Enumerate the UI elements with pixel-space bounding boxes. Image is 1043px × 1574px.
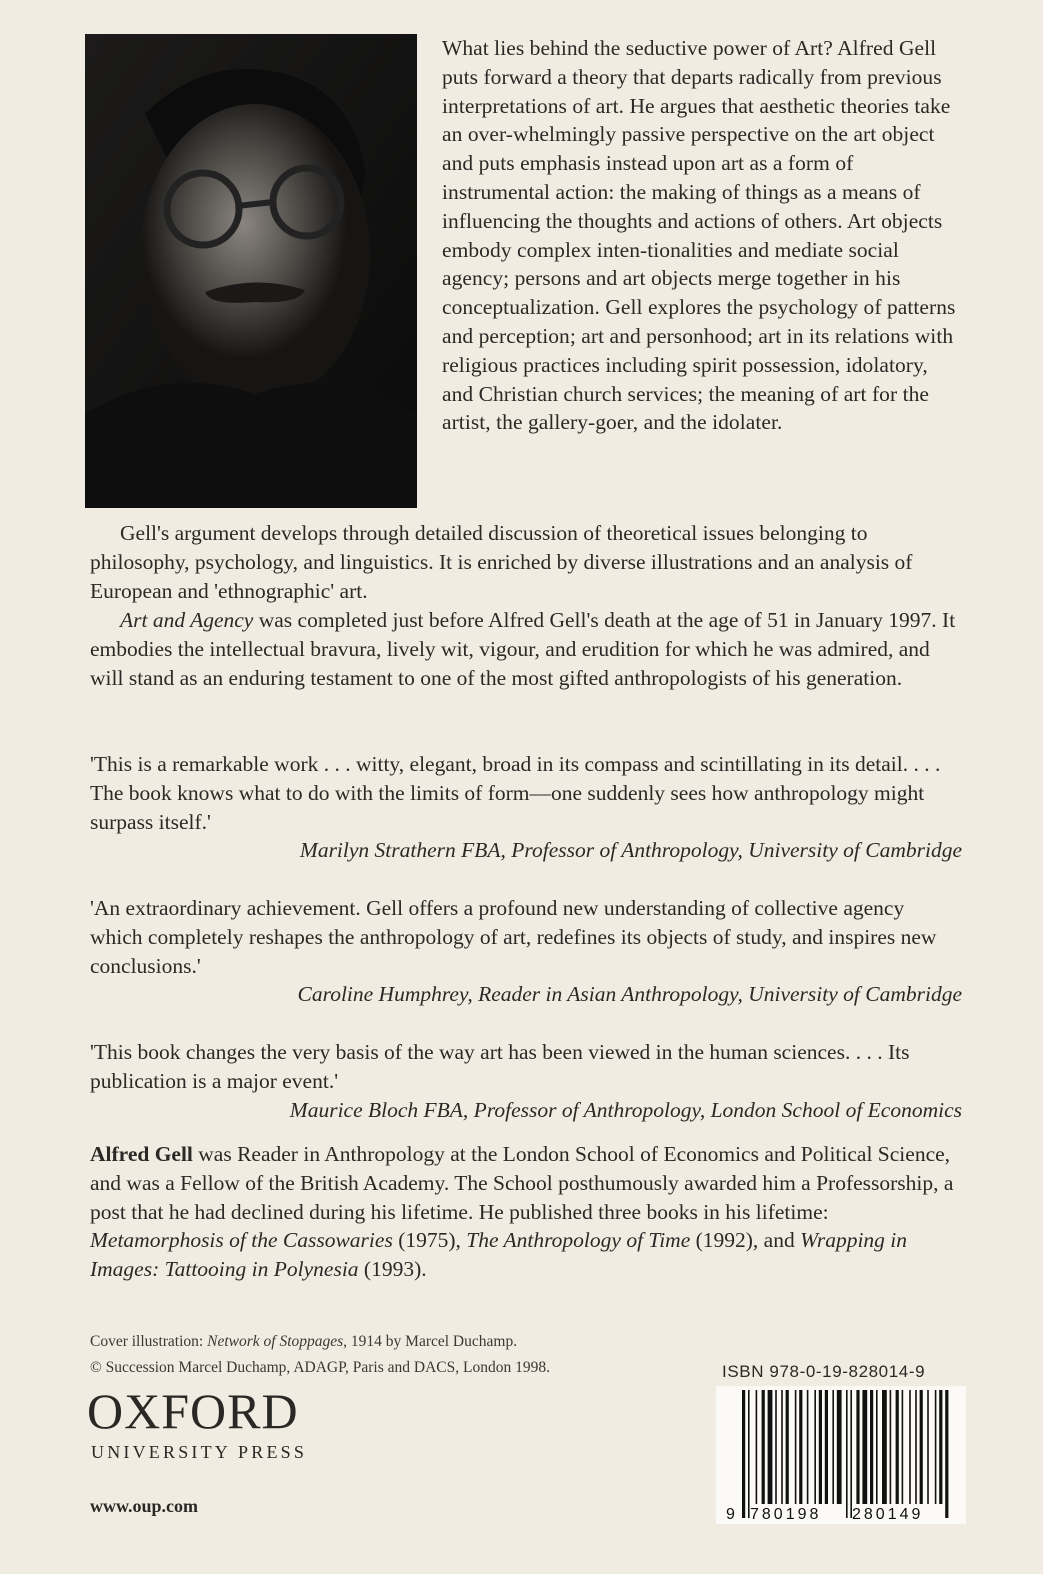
book-title: The Anthropology of Time xyxy=(466,1228,691,1253)
quote-text: 'This book changes the very basis of the way art has been viewed in the human sciences. . . . Its publication is a major event.' xyxy=(90,1040,910,1093)
legacy-paragraph xyxy=(90,606,962,692)
barcode-bar xyxy=(768,1390,773,1504)
barcode-bar xyxy=(742,1390,745,1518)
barcode-digits-right: 280149 xyxy=(852,1506,924,1523)
barcode-bar xyxy=(748,1390,750,1518)
quote-text: 'An extraordinary achievement. Gell offers a profound new understanding of collective agency which completely reshapes the anthropology of art, redefines its objects of study, and inspires new conclusions.' xyxy=(90,896,937,978)
author-photo xyxy=(85,34,417,508)
argument-paragraph: Gell's argument develops through detailed discussion of theoretical issues belonging to philosophy, psychology, and linguistics. It is enriched by diverse illustrations and an analysis of European and 'ethnographic' art. xyxy=(90,521,913,603)
credit-label: Cover illustration: xyxy=(90,1333,208,1350)
book-year: (1993). xyxy=(358,1257,427,1282)
barcode-bar xyxy=(896,1390,899,1504)
credit-rest: , 1914 by Marcel Duchamp. xyxy=(343,1333,518,1350)
book-year: (1992), and xyxy=(690,1228,801,1253)
barcode-bar xyxy=(832,1390,834,1504)
barcode-bar xyxy=(862,1390,867,1504)
barcode-bar xyxy=(856,1390,859,1504)
barcode-bar xyxy=(825,1390,828,1504)
barcode-bar xyxy=(762,1390,765,1504)
book-year: (1975), xyxy=(392,1228,467,1253)
quote-attribution: Caroline Humphrey, Reader in Asian Anthropology, University of Cambridge xyxy=(297,982,962,1007)
book-title: Metamorphosis of the Cassowaries xyxy=(90,1228,393,1253)
author-name: Alfred Gell xyxy=(90,1142,193,1166)
barcode-bar xyxy=(819,1390,822,1504)
barcode-bar xyxy=(945,1390,948,1518)
quote-attribution: Maurice Bloch FBA, Professor of Anthropology, London School of Economics xyxy=(289,1097,962,1122)
barcode-bar xyxy=(837,1390,842,1504)
isbn-barcode xyxy=(716,1386,966,1524)
barcode-bar xyxy=(902,1390,904,1504)
barcode-bar xyxy=(781,1390,783,1504)
review-quote-2 xyxy=(90,894,962,1009)
barcode-bar xyxy=(909,1390,911,1504)
quote-attribution: Marilyn Strathern FBA, Professor of Anthropology, University of Cambridge xyxy=(299,838,962,863)
barcode-bar xyxy=(850,1390,852,1518)
barcode-bar xyxy=(915,1390,917,1504)
barcode-digits-left: 780198 xyxy=(750,1506,822,1523)
barcode-bar xyxy=(920,1390,923,1504)
review-quote-1 xyxy=(90,750,962,865)
barcode-bar xyxy=(786,1390,789,1504)
legacy-text: was completed just before Alfred Gell's death at the age of 51 in January 1997. It embodies the intellectual bravura, lively wit, vigour, and erudition for which he was admired, and will stand as an enduring testament to one of the most gifted anthropologists of his generation. xyxy=(90,608,956,690)
copyright-notice: © Succession Marcel Duchamp, ADAGP, Paris and DACS, London 1998. xyxy=(90,1359,550,1376)
intro-paragraph: What lies behind the seductive power of Art? Alfred Gell puts forward a theory that departs radically from previous interpretations of art. He argues that aesthetic theories take an over-whelmingly passive perspective on the art object and puts emphasis instead upon art as a form of instrumental action: the making of things as a means of influencing the thoughts and actions of others. Art objects embody complex inten-tionalities and mediate social agency; persons and art objects merge together in his conceptualization. Gell explores the psychology of patterns and perception; art and personhood; art in its relations with religious practices including spirit possession, idolatory, and Christian church services; the meaning of art for the artist, the gallery-goer, and the idolater. xyxy=(442,36,956,435)
author-bio xyxy=(90,1140,962,1284)
quote-text: 'This is a remarkable work . . . witty, elegant, broad in its compass and scintillating in its detail. . . . The book knows what to do with the limits of form—one suddenly sees how anthropology might surpass itself.' xyxy=(90,752,941,834)
barcode-bar xyxy=(876,1390,878,1504)
barcode-digit-first: 9 xyxy=(726,1506,735,1523)
publisher-logo: OXFORD xyxy=(87,1383,299,1439)
isbn-label: ISBN 978-0-19-828014-9 xyxy=(722,1362,926,1381)
barcode-bar xyxy=(870,1390,873,1504)
barcode-bar xyxy=(775,1390,777,1504)
artwork-title: Network of Stoppages xyxy=(207,1333,344,1350)
barcode-bar xyxy=(814,1390,816,1504)
barcode-bar xyxy=(807,1390,809,1504)
barcode-bar xyxy=(882,1390,887,1504)
book-title: Wrapping in Images: Tattooing in Polynesia xyxy=(90,1228,908,1282)
barcode-bar xyxy=(890,1390,892,1504)
review-quote-3 xyxy=(90,1038,962,1124)
barcode-bar xyxy=(927,1390,929,1504)
barcode-bar xyxy=(795,1390,797,1504)
cover-illustration-credit xyxy=(90,1330,517,1354)
author-portrait-image xyxy=(85,34,417,508)
barcode-bar xyxy=(756,1390,758,1504)
publisher-press-name: UNIVERSITY PRESS xyxy=(91,1442,308,1462)
publisher-website: www.oup.com xyxy=(90,1496,199,1516)
barcode-bar xyxy=(935,1390,937,1504)
barcode-bar xyxy=(939,1390,942,1504)
barcode-bar xyxy=(846,1390,848,1518)
book-title-art-and-agency: Art and Agency xyxy=(120,608,254,632)
barcode-bar xyxy=(799,1390,802,1504)
bio-text: was Reader in Anthropology at the London School of Economics and Political Science, and was a Fellow of the British Academy. The School posthumously awarded him a Professorship, a post that he had declined during his lifetime. He published three books in his lifetime: xyxy=(90,1142,954,1224)
